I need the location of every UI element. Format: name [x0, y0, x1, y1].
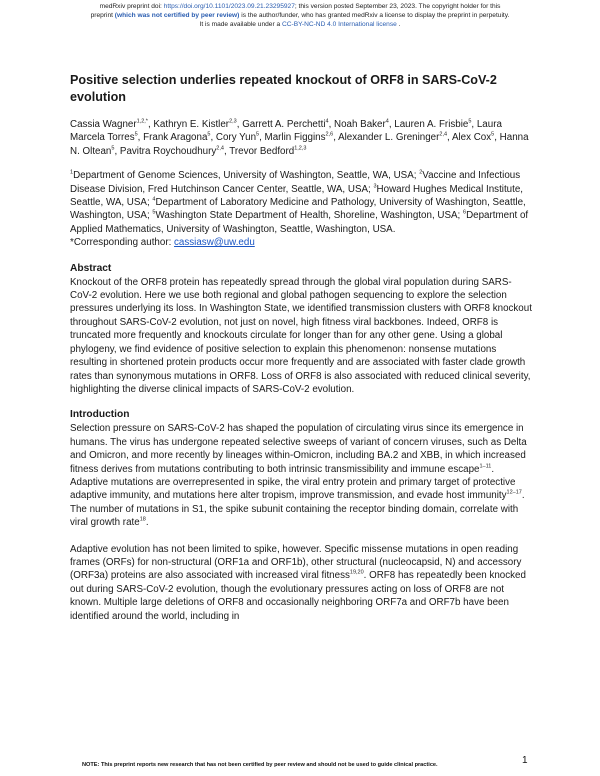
author-name: Garrett A. Perchetti	[242, 119, 326, 130]
intro-paragraph-1	[70, 422, 532, 529]
author-name: Alexander L. Greninger	[338, 132, 440, 144]
banner-line-2	[0, 11, 600, 20]
citation-ref: 19,20	[349, 570, 364, 577]
affiliation-list	[70, 170, 528, 235]
affiliation-number: 2	[419, 169, 423, 176]
affiliation-text: Department of Laboratory Medicine and Pathology, University of Washington, Seattle, Washington, USA;	[70, 197, 526, 222]
author	[120, 146, 224, 157]
intro-p2-text-b: . ORF8 has repeatedly been knocked out during SARS-CoV-2 evolution, though the evolutionary pressures acting on loss of ORF8 are not known. Multiple large deletions of ORF8 and occasionally neighboring ORF7a and ORF7b have been identified around the world, including in	[70, 570, 526, 622]
author	[334, 119, 389, 130]
paper-title: Positive selection underlies repeated knockout of ORF8 in SARS-CoV-2 evolution	[70, 73, 497, 104]
author	[143, 132, 210, 143]
corresponding-email-link[interactable]: cassiasw@uw.edu	[174, 237, 255, 249]
author-affiliation-ref: 5	[111, 145, 115, 152]
author-name: Frank Aragona	[143, 132, 208, 144]
intro-p1-text-a: Selection pressure on SARS-CoV-2 has shaped the population of circulating virus since its emergence in humans. The virus has undergone repeated selective sweeps of variant of concern viruses, such as Delta and Omicron, and more recently by lineages within-Omicron, including BA.2 and XBB, in which increased fitness derives from mutations contributing to both intrinsic transmissibility and immune escape	[70, 423, 527, 475]
author	[229, 146, 306, 157]
paper-content	[70, 72, 532, 623]
author-affiliation-ref: 5	[256, 132, 260, 139]
affiliation-number: 4	[152, 196, 156, 203]
author	[70, 119, 148, 130]
banner-line-1	[0, 2, 600, 11]
author-list: Cassia Wagner$^{1,2,*}$, Kathryn E. Kistler$^{2,3}$, Garrett A. Perchetti$^4$, Noah Baker$^4$, Lauren A. Frisbie$^5$, Laura Marcela Torres$^5$, Frank Aragona$^5$, Cory Yun$^5$, Marlin Figgins$^{2,6}$, Alexander L. Greninger$^{2,4}$, Alex Cox$^5$, Hanna N. Oltean$^5$, Pavitra Roychoudhury$^{2,4}$, Trevor Bedford$^{1,2,3}$	[70, 118, 529, 157]
banner-license-text: is the author/funder, who has granted medRxiv a license to display the preprint in perpetuity.	[239, 12, 510, 19]
author-affiliation-ref: 1,2,*	[136, 118, 148, 125]
abstract-heading: Abstract	[70, 262, 112, 274]
author-affiliation-ref: 5	[134, 132, 138, 139]
author-name: Kathryn E. Kistler	[153, 119, 230, 130]
author	[265, 132, 334, 143]
author-name: Marlin Figgins	[264, 132, 326, 144]
doi-link[interactable]: https://doi.org/10.1101/2023.09.21.23295927	[163, 3, 295, 10]
author	[338, 132, 447, 143]
author-affiliation-ref: 5	[491, 132, 495, 139]
intro-p1-text-d: .	[145, 517, 149, 529]
banner-available-text: It is made available under a	[199, 21, 282, 28]
author-name: Alex Cox	[451, 132, 492, 144]
banner-line-3	[0, 20, 600, 29]
author-name: Lauren A. Frisbie	[394, 119, 469, 130]
author	[216, 132, 259, 143]
author-name: Laura Marcela Torres	[70, 119, 502, 144]
citation-ref: 18	[139, 516, 146, 523]
banner-preprint-word: preprint	[90, 12, 115, 19]
affiliation-number: 5	[152, 210, 156, 217]
banner-period: .	[396, 21, 401, 28]
author-name: Hanna N. Oltean	[70, 132, 529, 157]
author-name: Trevor Bedford	[229, 145, 295, 157]
citation-ref: 1–11	[479, 463, 492, 470]
banner-version-text: ; this version posted September 23, 2023. The copyright holder for this	[294, 3, 501, 10]
author-affiliation-ref: 2,4	[216, 145, 224, 152]
intro-p1-text-b: . Adaptive mutations are overrepresented in spike, the viral entry protein and primary target of protective adaptive immunity, and mutations here alter tropism, improve transmission, and evade host immunity	[70, 463, 516, 502]
author-affiliation-ref: 1,2,3	[294, 145, 307, 152]
author-affiliation-ref: 5	[468, 118, 472, 125]
intro-p1-text-c: . The number of mutations in S1, the spike subunit containing the receptor binding domain, correlate with viral growth rate	[70, 490, 525, 529]
affiliations	[70, 169, 532, 249]
affiliation-text: Vaccine and Infectious Disease Division, Fred Hutchinson Cancer Center, Seattle, WA, USA;	[70, 170, 521, 195]
affiliation-text: Department of Applied Mathematics, University of Washington, Seattle, Washington, USA.	[70, 210, 529, 235]
banner-peer-review-note: (which was not certified by peer review)	[114, 12, 240, 19]
author	[153, 119, 236, 130]
author-name: Pavitra Roychoudhury	[119, 145, 217, 157]
author	[452, 132, 494, 143]
preprint-footer-note: NOTE: This preprint reports new research that has not been certified by peer review and should not be used to guide clinical practice.	[82, 762, 438, 768]
author-affiliation-ref: 2,6	[325, 132, 334, 139]
abstract-text: Knockout of the ORF8 protein has repeatedly spread through the global viral population during SARS-CoV-2 evolution. Here we use both regional and global pathogen sequencing to explore the selection pressures underlying its loss. In Washington State, we identified transmission clusters with ORF8 knockout throughout SARS-CoV-2 evolution, not just on novel, high fitness viral backbones. Indeed, ORF8 is truncated more frequently and knockouts circulate for longer than for any other gene. Using a global phylogeny, we find evidence of positive selection to explain this phenomenon: nonsense mutations resulting in shortened protein products occur more frequently and are associated with faster clade growth rates than synonymous mutations in ORF8. Loss of ORF8 is also associated with reduced clinical severity, highlighting the diverse clinical impacts of SARS-CoV-2 evolution.	[70, 276, 532, 395]
author	[394, 119, 471, 130]
citation-ref: 12–17	[506, 490, 522, 497]
license-link[interactable]: CC-BY-NC-ND 4.0 International license	[281, 21, 397, 28]
author-affiliation-ref: 4	[325, 118, 329, 125]
corresponding-label: *Corresponding author:	[70, 237, 175, 249]
author-affiliation-ref: 2,3	[229, 118, 237, 125]
introduction-heading: Introduction	[70, 409, 130, 421]
author-name: Cory Yun	[215, 132, 257, 144]
author-name: Noah Baker	[334, 119, 386, 130]
intro-p2-text-a: Adaptive evolution has not been limited to spike, however. Specific missense mutations in open reading frames (ORFs) for non-structural (ORF1a and ORF1b), other structural (nucleocapsid, N) and accessory (ORF3a) proteins are also associated with increased viral fitness	[70, 543, 522, 582]
affiliation-text: Howard Hughes Medical Institute, Seattle, WA, USA;	[70, 183, 524, 209]
intro-paragraph-2	[70, 543, 532, 623]
author-affiliation-ref: 2,4	[439, 132, 448, 139]
affiliation-text: Washington State Department of Health, Shoreline, Washington, USA;	[155, 210, 461, 222]
preprint-banner	[0, 2, 600, 29]
affiliation-number: 6	[463, 210, 467, 217]
author	[242, 119, 328, 130]
affiliation-text: Department of Genome Sciences, University of Washington, Seattle, WA, USA;	[73, 170, 417, 182]
affiliation-number: 1	[70, 169, 74, 176]
author-affiliation-ref: 5	[207, 132, 211, 139]
page-number: 1	[522, 755, 528, 766]
affiliation-number: 3	[373, 183, 377, 190]
author-affiliation-ref: 4	[385, 118, 389, 125]
banner-doi-prefix: medRxiv preprint doi:	[99, 3, 164, 10]
author-name: Cassia Wagner	[70, 119, 137, 130]
